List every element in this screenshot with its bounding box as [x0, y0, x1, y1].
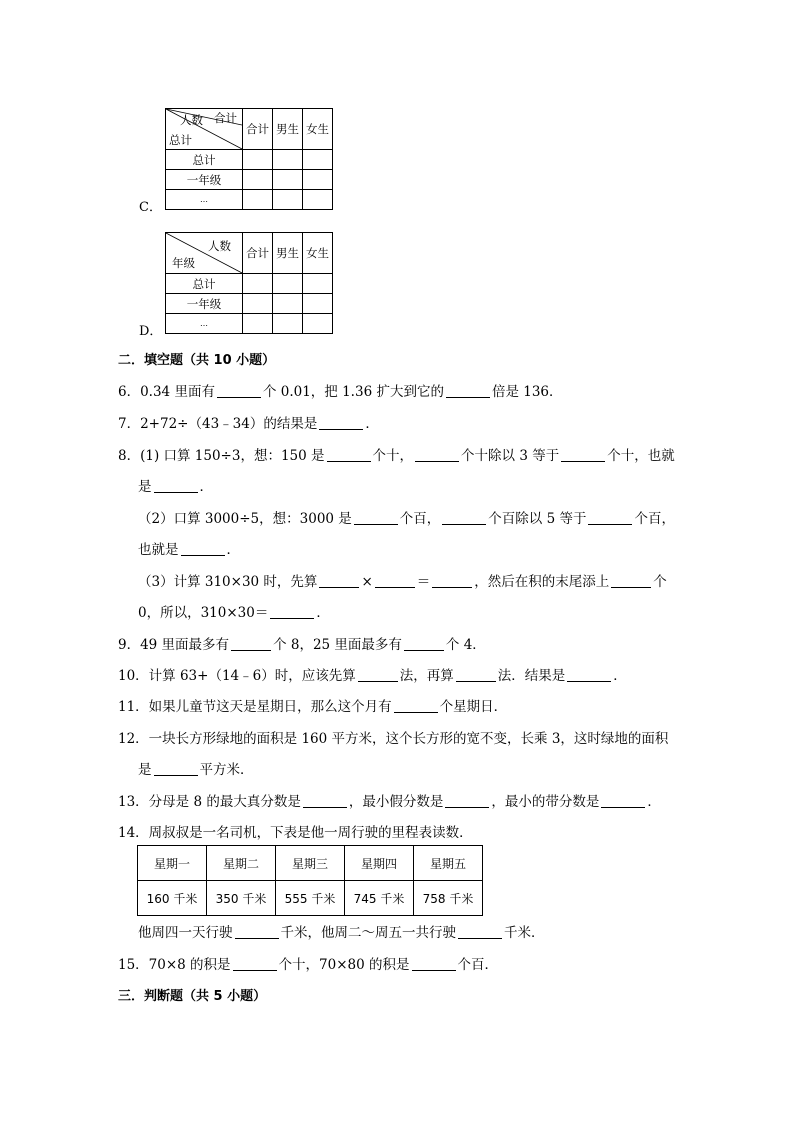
answer-blank[interactable] — [303, 793, 347, 808]
header-top-label: 合计 — [214, 111, 237, 125]
column-header: 合计 — [243, 109, 273, 150]
question-6: 6．0.34 里面有 个 0.01，把 1.36 扩大到它的 倍是 136． — [118, 384, 563, 400]
answer-blank[interactable] — [567, 667, 611, 682]
reading-cell: 555 千米 — [276, 881, 345, 916]
question-7: 7．2+72÷（43﹣34）的结果是 ． — [118, 416, 379, 432]
row-header: … — [166, 190, 243, 210]
question-9: 9．49 里面最多有 个 8，25 里面最多有 个 4． — [118, 637, 486, 653]
row-header: 总计 — [166, 150, 243, 170]
row-header: 一年级 — [166, 294, 243, 314]
answer-blank[interactable] — [358, 667, 398, 682]
reading-cell: 745 千米 — [345, 881, 414, 916]
question-12-line-1: 12．一块长方形绿地的面积是 160 平方米，这个长方形的宽不变，长乘 3，这时绿地的面积 — [118, 731, 669, 747]
answer-blank[interactable] — [456, 667, 496, 682]
reading-cell: 160 千米 — [138, 881, 207, 916]
answer-blank[interactable] — [233, 956, 277, 971]
header-bottom-label: 年级 — [172, 256, 195, 270]
answer-blank[interactable] — [601, 793, 645, 808]
column-header: 女生 — [303, 233, 333, 274]
header-mid-label: 人数 — [180, 113, 203, 127]
diagonal-header-cell — [166, 109, 243, 150]
option-d-label: D． — [139, 324, 163, 339]
answer-blank[interactable] — [354, 510, 398, 525]
answer-blank[interactable] — [442, 510, 486, 525]
answer-blank[interactable] — [270, 604, 314, 619]
answer-blank[interactable] — [319, 573, 359, 588]
answer-blank[interactable] — [404, 636, 444, 651]
answer-blank[interactable] — [458, 924, 502, 939]
option-d-table — [165, 232, 333, 334]
day-header: 星期二 — [207, 846, 276, 881]
column-header: 女生 — [303, 109, 333, 150]
row-header: 一年级 — [166, 170, 243, 190]
question-11: 11．如果儿童节这天是星期日，那么这个月有 个星期日． — [118, 699, 508, 715]
answer-blank[interactable] — [394, 698, 438, 713]
question-14: 14．周叔叔是一名司机，下表是他一周行驶的里程表读数． — [118, 825, 473, 841]
answer-blank[interactable] — [181, 541, 225, 556]
header-top-label: 人数 — [208, 239, 231, 253]
answer-blank[interactable] — [561, 447, 605, 462]
row-header: … — [166, 314, 243, 334]
column-header: 合计 — [243, 233, 273, 274]
question-8-line-2: 是 ． — [138, 479, 213, 495]
section-title: 二．填空题（共 10 小题） — [118, 353, 276, 368]
option-c-label: C． — [139, 200, 162, 215]
reading-cell: 350 千米 — [207, 881, 276, 916]
diagonal-header-cell — [166, 233, 243, 274]
answer-blank[interactable] — [412, 956, 456, 971]
day-header: 星期三 — [276, 846, 345, 881]
question-15: 15．70×8 的积是 个十，70×80 的积是 个百． — [118, 957, 499, 973]
question-14-answers: 他周四一天行驶 千米，他周二～周五一共行驶 千米． — [138, 925, 545, 941]
answer-blank[interactable] — [375, 573, 415, 588]
section-title: 三．判断题（共 5 小题） — [118, 989, 267, 1004]
question-13: 13．分母是 8 的最大真分数是 ，最小假分数是 ，最小的带分数是 ． — [118, 794, 661, 810]
answer-blank[interactable] — [611, 573, 651, 588]
reading-cell: 758 千米 — [414, 881, 483, 916]
option-c-table — [165, 108, 333, 210]
answer-blank[interactable] — [588, 510, 632, 525]
day-header: 星期四 — [345, 846, 414, 881]
answer-blank[interactable] — [217, 383, 261, 398]
day-header: 星期五 — [414, 846, 483, 881]
question-8-line-6: 0，所以，310×30＝ ． — [138, 605, 330, 621]
answer-blank[interactable] — [235, 924, 279, 939]
answer-blank[interactable] — [415, 447, 459, 462]
question-8-line-5: （3）计算 310×30 时，先算 × ＝ ，然后在积的末尾添上 个 — [138, 574, 667, 590]
row-header: 总计 — [166, 274, 243, 294]
answer-blank[interactable] — [231, 636, 271, 651]
header-bottom-label: 总计 — [169, 133, 192, 147]
question-8-line-3: （2）口算 3000÷5，想：3000 是 个百， 个百除以 5 等于 个百， — [138, 511, 675, 527]
answer-blank[interactable] — [327, 447, 371, 462]
answer-blank[interactable] — [319, 415, 363, 430]
question-12-line-2: 是 平方米． — [138, 762, 254, 778]
answer-blank[interactable] — [445, 793, 489, 808]
question-8-line-4: 也就是 ． — [138, 542, 240, 558]
answer-blank[interactable] — [154, 478, 198, 493]
answer-blank[interactable] — [154, 761, 198, 776]
question-8-line-1: 8．(1) 口算 150÷3，想：150 是 个十， 个十除以 3 等于 个十，也就 — [118, 448, 675, 464]
mileage-table — [137, 845, 483, 916]
day-header: 星期一 — [138, 846, 207, 881]
column-header: 男生 — [273, 233, 303, 274]
column-header: 男生 — [273, 109, 303, 150]
answer-blank[interactable] — [432, 573, 472, 588]
question-10: 10．计算 63+（14﹣6）时，应该先算 法，再算 法．结果是 ． — [118, 668, 627, 684]
answer-blank[interactable] — [446, 383, 490, 398]
